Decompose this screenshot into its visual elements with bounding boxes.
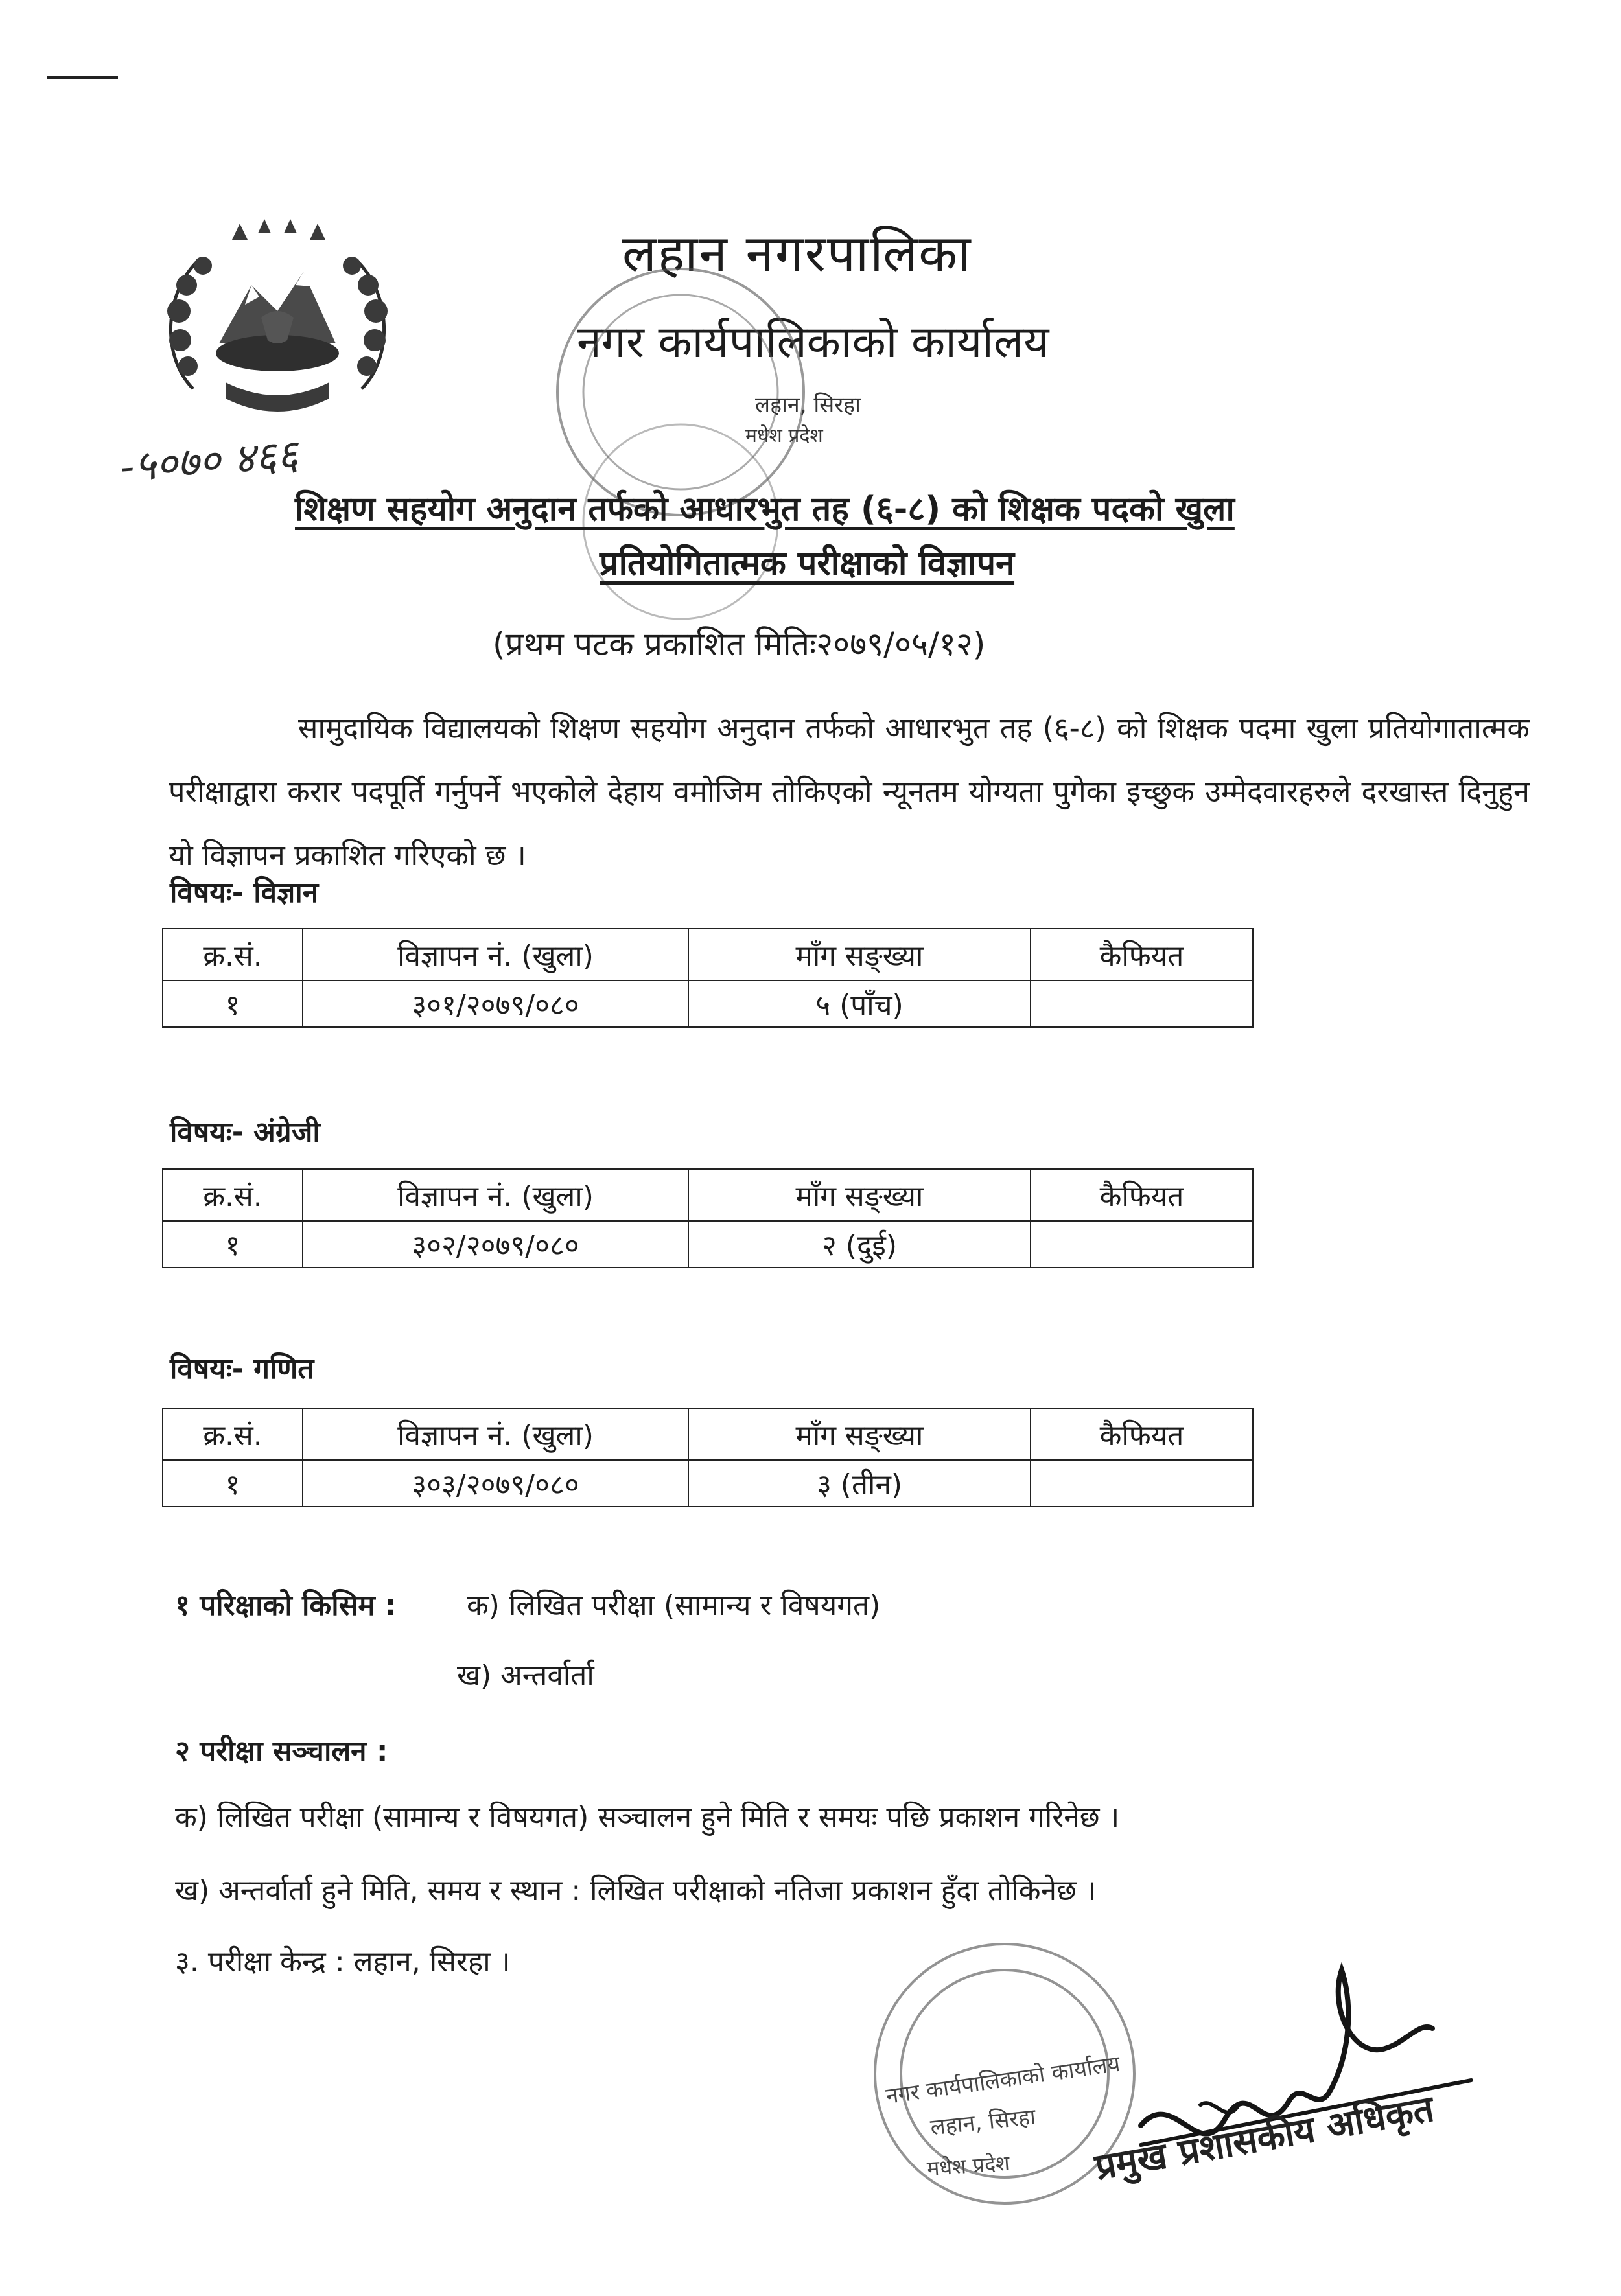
exam-type-interview: ख) अन्तर्वार्ता	[457, 1659, 594, 1692]
advertisement-title-line1: शिक्षण सहयोग अनुदान तर्फको आधारभुत तह (६-८) को शिक्षक पदको खुला	[295, 490, 1235, 529]
table-row	[163, 980, 1253, 1027]
municipality-name: लहान नगरपालिका	[622, 225, 972, 283]
seal-text-line3: मधेश प्रदेश	[926, 2150, 1010, 2181]
vacancy-table-math	[162, 1408, 1254, 1507]
vacancy-table-english	[162, 1168, 1254, 1268]
exam-type-label: १ परिक्षाको किसिम :	[175, 1589, 397, 1622]
office-name: नगर कार्यपालिकाको कार्यालय	[577, 317, 1049, 368]
table-row	[163, 1460, 1253, 1507]
header-demand: माँग सङ्ख्या	[688, 1408, 1031, 1460]
cell-demand: २ (दुई)	[688, 1221, 1031, 1268]
header-remarks: कैफियत	[1031, 929, 1253, 980]
table-header-row	[163, 1169, 1253, 1221]
vacancy-table-science	[162, 928, 1254, 1028]
table-row	[163, 1221, 1253, 1268]
cell-sn: १	[163, 980, 303, 1027]
header-ad-no: विज्ञापन नं. (खुला)	[303, 929, 688, 980]
header-demand: माँग सङ्ख्या	[688, 929, 1031, 980]
cell-demand: ५ (पाँच)	[688, 980, 1031, 1027]
publish-date: (प्रथम पटक प्रकाशित मितिः२०७९/०५/१२)	[493, 625, 986, 663]
table-header-row	[163, 1408, 1253, 1460]
government-emblem	[148, 214, 407, 434]
exam-conduct-interview: ख) अन्तर्वार्ता हुने मिति, समय र स्थान : लिखित परीक्षाको नतिजा प्रकाशन हुँदा तोकिनेछ ।	[175, 1874, 1097, 1907]
subject-label-english: विषयः- अंग्रेजी	[170, 1116, 320, 1149]
advertisement-title-line2: प्रतियोगितात्मक परीक्षाको विज्ञापन	[600, 544, 1015, 583]
cell-remarks	[1031, 980, 1253, 1027]
exam-conduct-written: क) लिखित परीक्षा (सामान्य र विषयगत) सञ्चालन हुने मिति र समयः पछि प्रकाशन गरिनेछ ।	[175, 1801, 1120, 1834]
header-sn: क्र.सं.	[163, 1169, 303, 1221]
header-sn: क्र.सं.	[163, 1408, 303, 1460]
exam-type-written: क) लिखित परीक्षा (सामान्य र विषयगत)	[467, 1589, 881, 1622]
handwritten-reference-number: -५०७० ४६६	[118, 431, 300, 492]
header-ad-no: विज्ञापन नं. (खुला)	[303, 1169, 688, 1221]
subject-label-math: विषयः- गणित	[170, 1352, 314, 1386]
cell-sn: १	[163, 1460, 303, 1507]
exam-conduct-label: २ परीक्षा सञ्चालन :	[175, 1735, 388, 1768]
signatory-designation: प्रमुख प्रशासकीय अधिकृत	[1091, 2087, 1438, 2189]
header-remarks: कैफियत	[1031, 1169, 1253, 1221]
stamp-text-line1: लहान, सिरहा	[755, 392, 861, 418]
seal-text-line2: लहान, सिरहा	[929, 2104, 1037, 2141]
exam-center: ३. परीक्षा केन्द्र : लहान, सिरहा ।	[175, 1945, 511, 1978]
cell-remarks	[1031, 1460, 1253, 1507]
cell-demand: ३ (तीन)	[688, 1460, 1031, 1507]
header-ad-no: विज्ञापन नं. (खुला)	[303, 1408, 688, 1460]
seal-text-line1: नगर कार्यपालिकाको कार्यालय	[884, 2050, 1122, 2110]
corner-dash-mark	[47, 76, 118, 79]
header-demand: माँग सङ्ख्या	[688, 1169, 1031, 1221]
table-header-row	[163, 929, 1253, 980]
stamp-text-line2: मधेश प्रदेश	[745, 424, 823, 447]
subject-label-science: विषयः- विज्ञान	[170, 876, 319, 909]
cell-sn: १	[163, 1221, 303, 1268]
header-remarks: कैफियत	[1031, 1408, 1253, 1460]
cell-ad-no: ३०१/२०७९/०८०	[303, 980, 688, 1027]
intro-paragraph: सामुदायिक विद्यालयको शिक्षण सहयोग अनुदान तर्फको आधारभुत तह (६-८) को शिक्षक पदमा खुला प्रतियोगातात्मक परीक्षाद्वारा करार पदपूर्ति गर्नुपर्ने भएकोले देहाय वमोजिम तोकिएको न्यूनतम योग्यता पुगेका इच्छुक उम्मेदवारहरुले दरखास्त दिनुहुन यो विज्ञापन प्रकाशित गरिएको छ ।	[169, 711, 1530, 872]
cell-ad-no: ३०३/२०७९/०८०	[303, 1460, 688, 1507]
cell-ad-no: ३०२/२०७९/०८०	[303, 1221, 688, 1268]
header-sn: क्र.सं.	[163, 929, 303, 980]
cell-remarks	[1031, 1221, 1253, 1268]
